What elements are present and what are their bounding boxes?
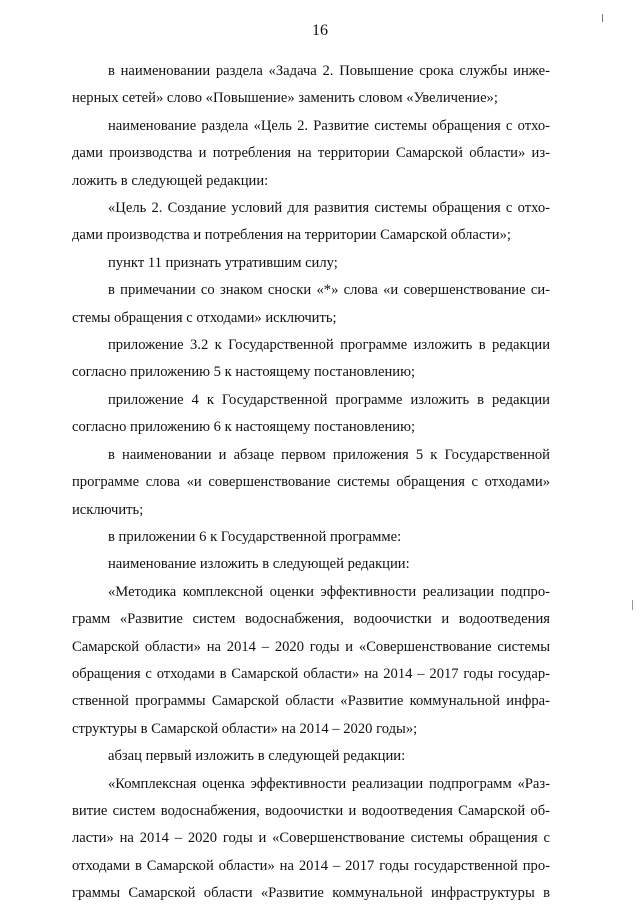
text-line: согласно приложению 5 к настоящему постановлению; — [72, 364, 416, 381]
text-line: в наименовании раздела «Задача 2. Повышение срока службы инже- — [108, 63, 550, 79]
text-line: отходами в Самарской области» на 2014 – 2017 годы государственной про- — [72, 857, 550, 874]
text-line: обращения с отходами в Самарской области» на 2014 – 2017 годы государ- — [72, 665, 550, 682]
text-line: витие систем водоснабжения, водоочистки и водоотведения Самарской об- — [72, 802, 550, 819]
text-line: грамм «Развитие систем водоснабжения, водоочистки и водоотведения — [72, 611, 550, 628]
page-number: 16 — [312, 22, 328, 39]
text-line: «Комплексная оценка эффективности реализации подпрограмм «Раз- — [108, 775, 550, 792]
text-line: исключить; — [72, 501, 144, 518]
body-text — [72, 58, 550, 908]
text-line: структуры в Самарской области» на 2014 – 2020 годы»; — [72, 720, 418, 737]
text-line: в приложении 6 к Государственной программе: — [108, 528, 402, 545]
scan-mark — [632, 600, 633, 610]
text-line: граммы Самарской области «Развитие коммунальной инфраструктуры в — [72, 885, 550, 902]
text-line: «Цель 2. Создание условий для развития системы обращения с отхо- — [108, 200, 550, 217]
text-line: программе слова «и совершенствование системы обращения с отходами» — [72, 474, 550, 491]
text-line: наименование раздела «Цель 2. Развитие системы обращения с отхо- — [108, 117, 550, 134]
text-line: ложить в следующей редакции: — [72, 172, 269, 189]
text-line: приложение 3.2 к Государственной программе изложить в редакции — [108, 337, 550, 354]
text-line: ласти» на 2014 – 2020 годы и «Совершенствование системы обращения с — [72, 830, 550, 847]
text-line: пункт 11 признать утратившим силу; — [108, 254, 338, 271]
text-line: нерных сетей» слово «Повышение» заменить словом «Увеличение»; — [72, 90, 498, 107]
text-line: «Методика комплексной оценки эффективности реализации подпро- — [108, 583, 550, 600]
text-line: приложение 4 к Государственной программе изложить в редакции — [108, 391, 550, 408]
text-line: стемы обращения с отходами» исключить; — [72, 309, 337, 326]
text-line: дами производства и потребления на территории Самарской области»; — [72, 227, 511, 244]
text-line: дами производства и потребления на территории Самарской области» из- — [72, 145, 550, 162]
text-line: Самарской области» на 2014 – 2020 годы и «Совершенствование системы — [72, 638, 550, 655]
text-line: в примечании со знаком сноски «*» слова «и совершенствование си- — [108, 282, 550, 299]
text-line: абзац первый изложить в следующей редакции: — [108, 748, 406, 765]
scan-mark — [602, 14, 603, 22]
text-line: наименование изложить в следующей редакции: — [108, 556, 410, 573]
text-line: ственной программы Самарской области «Развитие коммунальной инфра- — [72, 693, 550, 710]
text-line: в наименовании и абзаце первом приложения 5 к Государственной — [108, 446, 550, 463]
text-line: согласно приложению 6 к настоящему постановлению; — [72, 419, 416, 436]
